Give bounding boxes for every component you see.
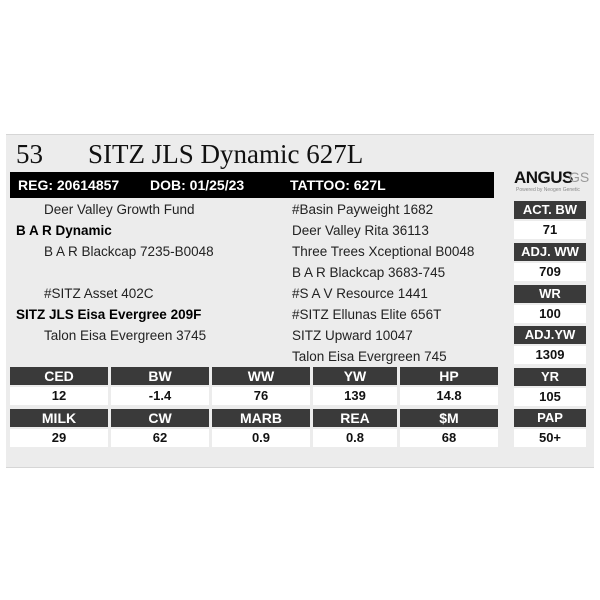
registration-number: REG: 20614857 xyxy=(18,177,120,193)
pedigree-sire-dam: B A R Blackcap 7235-B0048 xyxy=(44,244,214,259)
stat-label: YR xyxy=(514,368,586,386)
stat-label: PAP xyxy=(514,409,586,427)
logo-tagline: Powered by Neogen Genetic xyxy=(516,187,580,193)
epd-value: 68 xyxy=(400,429,498,447)
pedigree-right-line: Deer Valley Rita 36113 xyxy=(292,223,429,238)
angus-gs-logo xyxy=(514,166,594,194)
pedigree-right-line: #SITZ Ellunas Elite 656T xyxy=(292,307,442,322)
stat-value: 105 xyxy=(514,388,586,406)
logo-suffix: GS xyxy=(569,169,590,185)
epd-label: CW xyxy=(111,409,209,427)
pedigree-right-line: B A R Blackcap 3683-745 xyxy=(292,265,446,280)
pedigree-right-line: #Basin Payweight 1682 xyxy=(292,202,434,217)
logo-text: ANGUS xyxy=(514,168,573,187)
pedigree-dam: SITZ JLS Eisa Evergree 209F xyxy=(16,307,202,322)
pedigree-right-line: Talon Eisa Evergreen 745 xyxy=(292,349,447,364)
epd-label: $M xyxy=(400,409,498,427)
epd-label: WW xyxy=(212,367,310,385)
epd-value: 62 xyxy=(111,429,209,447)
epd-value: 139 xyxy=(313,387,397,405)
epd-value: 0.8 xyxy=(313,429,397,447)
epd-value: 76 xyxy=(212,387,310,405)
pedigree-dam-dam: Talon Eisa Evergreen 3745 xyxy=(44,328,207,343)
pedigree-sire-sire: Deer Valley Growth Fund xyxy=(44,202,195,217)
epd-label: BW xyxy=(111,367,209,385)
epd-value: 29 xyxy=(10,429,108,447)
epd-value: 12 xyxy=(10,387,108,405)
date-of-birth: DOB: 01/25/23 xyxy=(150,177,245,193)
stat-label: ADJ.YW xyxy=(514,326,586,344)
epd-label: MARB xyxy=(212,409,310,427)
epd-label: YW xyxy=(313,367,397,385)
epd-label: MILK xyxy=(10,409,108,427)
pedigree-right-line: #S A V Resource 1441 xyxy=(292,286,428,301)
stat-label: ADJ. WW xyxy=(514,243,586,261)
registration-bar xyxy=(10,172,494,198)
stat-value: 100 xyxy=(514,305,586,323)
epd-label: CED xyxy=(10,367,108,385)
stat-value: 1309 xyxy=(514,346,586,364)
epd-value: 14.8 xyxy=(400,387,498,405)
pedigree-sire: B A R Dynamic xyxy=(16,223,112,238)
stat-value: 71 xyxy=(514,221,586,239)
epd-value: 0.9 xyxy=(212,429,310,447)
pedigree-dam-sire: #SITZ Asset 402C xyxy=(44,286,154,301)
stat-label: ACT. BW xyxy=(514,201,586,219)
epd-value: -1.4 xyxy=(111,387,209,405)
lot-title xyxy=(16,137,363,171)
epd-label: HP xyxy=(400,367,498,385)
pedigree-right-line: SITZ Upward 10047 xyxy=(292,328,413,343)
epd-label: REA xyxy=(313,409,397,427)
lot-number: 53 xyxy=(16,139,43,169)
stat-label: WR xyxy=(514,285,586,303)
epd-table xyxy=(10,367,498,449)
stat-value: 709 xyxy=(514,263,586,281)
tattoo: TATTOO: 627L xyxy=(290,177,386,193)
pedigree-right-line: Three Trees Xceptional B0048 xyxy=(292,244,475,259)
stat-value: 50+ xyxy=(514,429,586,447)
animal-name: SITZ JLS Dynamic 627L xyxy=(88,139,364,169)
